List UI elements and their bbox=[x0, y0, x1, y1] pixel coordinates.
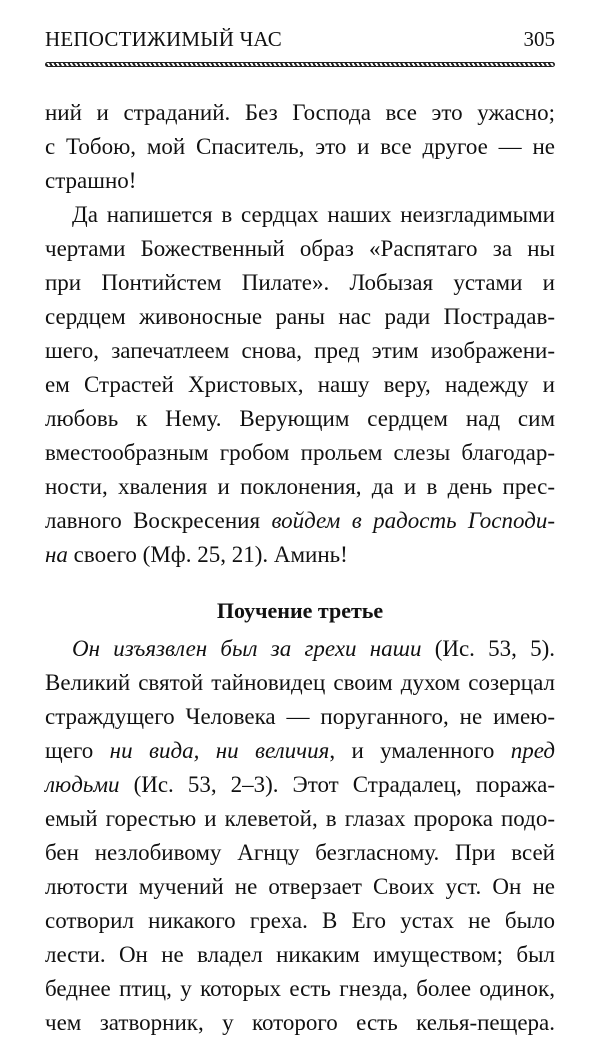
text-line: лести. Он не владел никаким имуществом; был bbox=[45, 942, 555, 967]
text-run: (Ис. 53, 2–3). Этот Страдалец, поража- bbox=[119, 772, 555, 797]
italic-quote: пред bbox=[510, 738, 555, 763]
paragraph-1 bbox=[45, 96, 555, 198]
text-line: чем затворник, у которого есть келья-пещера. bbox=[45, 1010, 555, 1035]
text-line: с Тобою, мой Спаситель, это и все другое — не bbox=[45, 134, 555, 159]
ornamental-rope-rule bbox=[45, 62, 555, 67]
running-title: НЕПОСТИЖИМЫЙ ЧАС bbox=[45, 27, 282, 51]
page-number: 305 bbox=[523, 27, 555, 51]
text-run: лавного Воскресения bbox=[45, 508, 272, 533]
text-line: Великий святой тайновидец своим духом созерцал bbox=[45, 670, 555, 695]
text-line: страждущего Человека — поруганного, не имею- bbox=[45, 704, 555, 729]
text-run: своего (Мф. 25, 21). Аминь! bbox=[67, 542, 348, 567]
italic-quote: на bbox=[45, 542, 68, 567]
text-line bbox=[45, 768, 555, 802]
page-header bbox=[45, 22, 555, 52]
text-line: Да напишется в сердцах наших неизгладимыми bbox=[72, 202, 555, 227]
text-line: вместообразным гробом прольем слезы благодар- bbox=[45, 440, 555, 465]
text-line: при Понтийстем Пилате». Лобызая устами и bbox=[45, 270, 555, 295]
text-line: емый горестью и клеветой, в глазах пророка подо- bbox=[45, 806, 555, 831]
text-line: сердцем живоносные раны нас ради Пострадав- bbox=[45, 304, 555, 329]
text-line: сотворил никакого греха. В Его устах не было bbox=[45, 908, 555, 933]
text-line bbox=[45, 632, 555, 666]
text-line: ний и страданий. Без Господа все это ужасно; bbox=[45, 100, 555, 125]
text-line bbox=[45, 538, 555, 572]
text-run: , и умаленного bbox=[329, 738, 511, 763]
text-line: бен незлобивому Агнцу безгласному. При всей bbox=[45, 840, 555, 865]
text-run: щего bbox=[45, 738, 110, 763]
text-line bbox=[45, 504, 555, 538]
text-line: шего, запечатлеем снова, пред этим изображени- bbox=[45, 338, 555, 363]
text-line: любовь к Нему. Верующим сердцем над сим bbox=[45, 406, 555, 431]
italic-quote: войдем в радость Господи- bbox=[271, 508, 556, 533]
text-line: чертами Божественный образ «Распятаго за ны bbox=[45, 236, 555, 261]
italic-quote: Он изъязвлен был за грехи наши bbox=[72, 636, 422, 661]
text-line bbox=[45, 734, 555, 768]
text-line: лютости мучений не отверзает Своих уст. Он не bbox=[45, 874, 555, 899]
text-run: (Ис. 53, 5). bbox=[421, 636, 555, 661]
page-body bbox=[45, 96, 555, 1040]
italic-quote: ни вида, ни величия bbox=[109, 738, 330, 763]
text-line: беднее птиц, у которых есть гнезда, более одинок, bbox=[45, 976, 555, 1001]
paragraph-3 bbox=[45, 632, 555, 1040]
text-line: ем Страстей Христовых, нашу веру, надежду и bbox=[45, 372, 555, 397]
paragraph-2 bbox=[45, 198, 555, 572]
section-heading: Поучение третье bbox=[216, 598, 384, 623]
text-line: ности, хваления и поклонения, да и в день прес- bbox=[45, 474, 555, 499]
italic-quote: людьми bbox=[45, 772, 120, 797]
text-line: страшно! bbox=[45, 168, 137, 193]
